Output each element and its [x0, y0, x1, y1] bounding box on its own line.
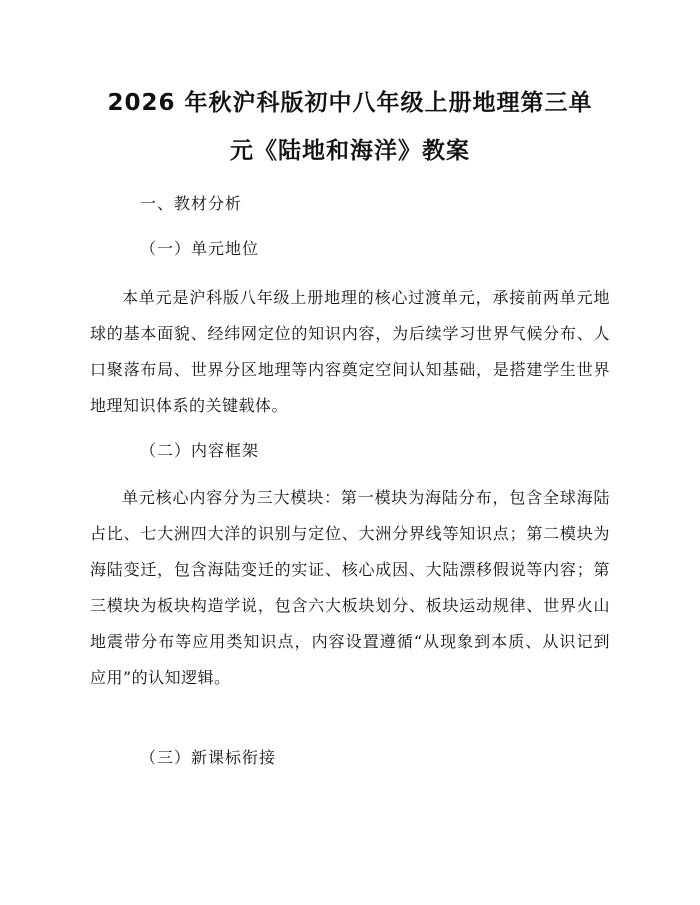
subsection-heading-unit-position: （一）单元地位 [140, 239, 260, 258]
document-title-line-1: 2026 年秋沪科版初中八年级上册地理第三单 [107, 90, 593, 116]
subsection-heading-content-framework: （二）内容框架 [140, 441, 260, 460]
paragraph-unit-position: 本单元是沪科版八年级上册地理的核心过渡单元，承接前两单元地球的基本面貌、经纬网定位的知识内容，为后续学习世界气候分布、人口聚落布局、世界分区地理等内容奠定空间认知基础，是搭建学生世界地理知识体系的关键载体。 [90, 288, 610, 415]
paragraph-content-framework: 单元核心内容分为三大模块：第一模块为海陆分布，包含全球海陆占比、七大洲四大洋的识别与定位、大洲分界线等知识点；第二模块为海陆变迁，包含海陆变迁的实证、核心成因、大陆漂移假说等内容；第三模块为板块构造学说，包含六大板块划分、板块运动规律、世界火山地震带分布等应用类知识点，内容设置遵循“从现象到本质、从识记到应用”的认知逻辑。 [90, 488, 610, 687]
document-title-line-2: 元《陆地和海洋》教案 [230, 138, 470, 164]
subsection-heading-curriculum-link: （三）新课标衔接 [140, 748, 277, 767]
section-heading-textbook-analysis: 一、教材分析 [140, 194, 243, 213]
